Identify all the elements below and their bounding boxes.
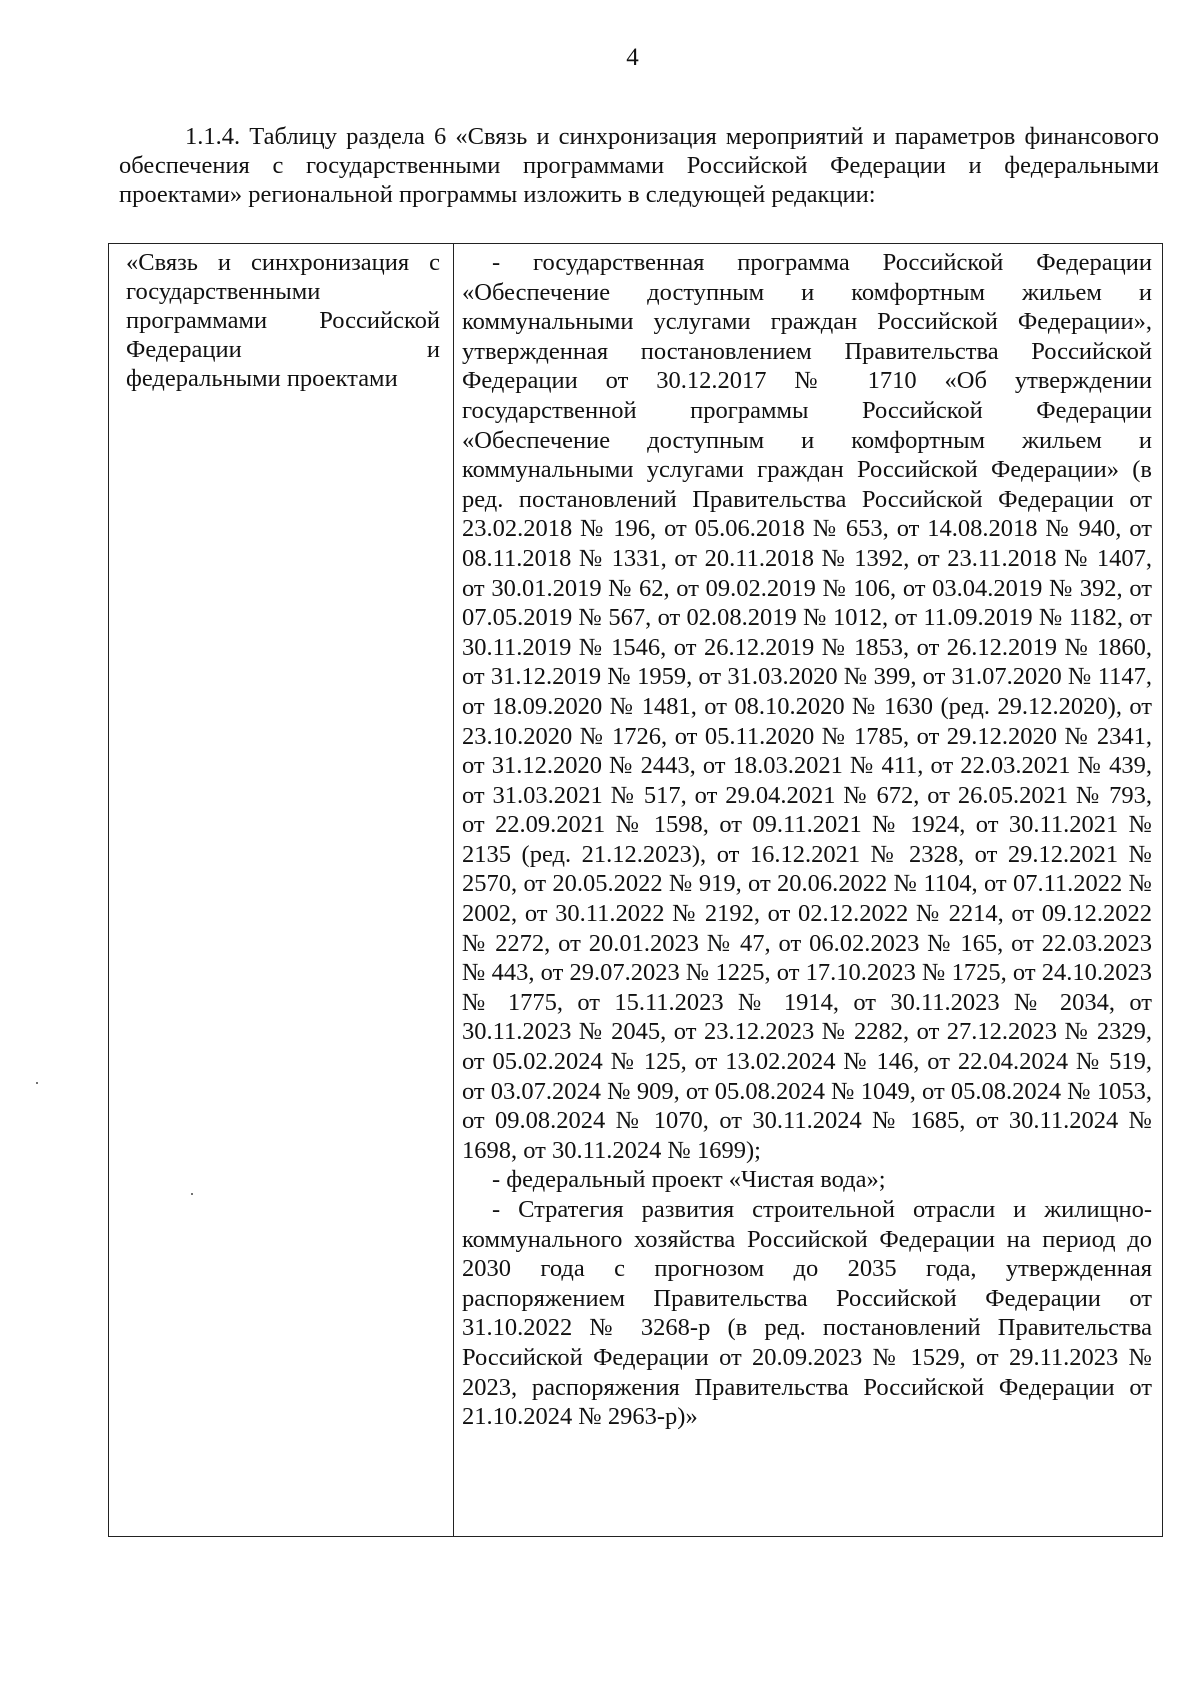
page-number: 4 bbox=[626, 44, 639, 71]
federal-project-paragraph: - федеральный проект «Чистая вода»; bbox=[492, 1166, 886, 1194]
left-cell-line: федеральными проектами bbox=[126, 365, 398, 392]
left-cell-line: государственными bbox=[126, 278, 321, 305]
strategy-paragraph: - Стратегия развития строительной отрасли и жилищно-коммунального хозяйства Российской Федерации на период до 2030 года с прогнозом до 2035 года, утвержденная распоряжением Правительства Российской Федерации от 31.10.2022 № 3268-р (в ред. постановлений Правительства Российской Федерации от 20.09.2023 № 1529, от 29.11.2023 № 2023, распоряжения Правительства Российской Федерации от 21.10.2024 № 2963-р)» bbox=[462, 1196, 1152, 1431]
table-right-cell bbox=[462, 248, 1152, 1432]
scan-speck bbox=[191, 1193, 193, 1195]
column-divider bbox=[453, 244, 454, 1536]
state-program-paragraph: - государственная программа Российской Федерации «Обеспечение доступным и комфортным жильем и коммунальными услугами граждан Российской Федерации», утвержденная постановлением Правительства Российской Федерации от 30.12.2017 № 1710 «Об утверждении государственной программы Российской Федерации «Обеспечение доступным и комфортным жильем и коммунальными услугами граждан Российской Федерации» (в ред. постановлений Правительства Российской Федерации от 23.02.2018 № 196, от 05.06.2018 № 653, от 14.08.2018 № 940, от 08.11.2018 № 1331, от 20.11.2018 № 1392, от 23.11.2018 № 1407, от 30.01.2019 № 62, от 09.02.2019 № 106, от 03.04.2019 № 392, от 07.05.2019 № 567, от 02.08.2019 № 1012, от 11.09.2019 № 1182, от 30.11.2019 № 1546, от 26.12.2019 № 1853, от 26.12.2019 № 1860, от 31.12.2019 № 1959, от 31.03.2020 № 399, от 31.07.2020 № 1147, от 18.09.2020 № 1481, от 08.10.2020 № 1630 (ред. 29.12.2020), от 23.10.2020 № 1726, от 05.11.2020 № 1785, от 29.12.2020 № 2341, от 31.12.2020 № 2443, от 18.03.2021 № 411, от 22.03.2021 № 439, от 31.03.2021 № 517, от 29.04.2021 № 672, от 26.05.2021 № 793, от 22.09.2021 № 1598, от 09.11.2021 № 1924, от 30.11.2021 № 2135 (ред. 21.12.2023), от 16.12.2021 № 2328, от 29.12.2021 № 2570, от 20.05.2022 № 919, от 20.06.2022 № 1104, от 07.11.2022 № 2002, от 30.11.2022 № 2192, от 02.12.2022 № 2214, от 09.12.2022 № 2272, от 20.01.2023 № 47, от 06.02.2023 № 165, от 22.03.2023 № 443, от 29.07.2023 № 1225, от 17.10.2023 № 1725, от 24.10.2023 № 1775, от 15.11.2023 № 1914, от 30.11.2023 № 2034, от 30.11.2023 № 2045, от 23.12.2023 № 2282, от 27.12.2023 № 2329, от 05.02.2024 № 125, от 13.02.2024 № 146, от 22.04.2024 № 519, от 03.07.2024 № 909, от 05.08.2024 № 1049, от 05.08.2024 № 1053, от 09.08.2024 № 1070, от 30.11.2024 № 1685, от 30.11.2024 № 1698, от 30.11.2024 № 1699); bbox=[462, 249, 1152, 1164]
left-cell-line: программами Российской bbox=[126, 307, 440, 334]
table-left-cell bbox=[126, 248, 440, 393]
scan-speck bbox=[36, 1082, 38, 1084]
left-cell-line: Федерации и bbox=[126, 336, 440, 363]
synchronization-table bbox=[108, 243, 1163, 1537]
intro-paragraph: 1.1.4. Таблицу раздела 6 «Связь и синхронизация мероприятий и параметров финансового обеспечения с государственными программами Российской Федерации и федеральными проектами» региональной программы изложить в следующей редакции: bbox=[119, 123, 1159, 208]
left-cell-line: «Связь и синхронизация с bbox=[126, 249, 440, 276]
